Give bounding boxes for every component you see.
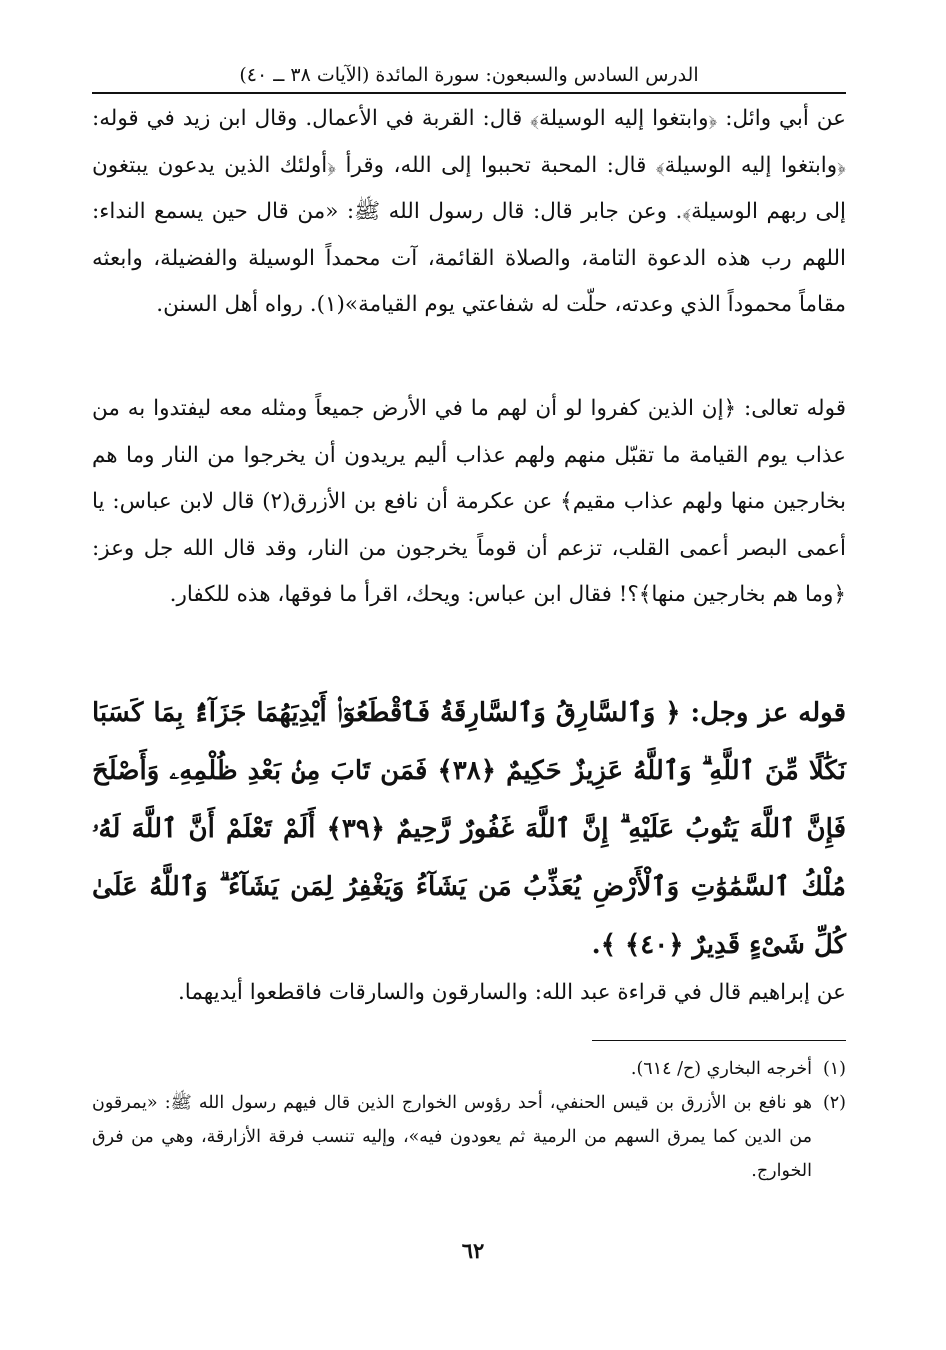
footnotes xyxy=(92,1052,846,1188)
paragraph-text: قوله تعالى: ﴿إن الذين كفروا لو أن لهم ما في الأرض جميعاً ومثله معه ليفتدوا به من عذاب يوم القيامة ما تقبّل منهم ولهم عذاب أليم يريدون أن يخرجوا من النار وما هم بخارجين منها ولهم عذاب مقيم﴾ عن عكرمة أن نافع بن الأزرق(٢) قال لابن عباس: يا أعمى البصر أعمى القلب، تزعم أن قوماً يخرجون من النار، وقد قال الله جل وعز: ﴿وما هم بخارجين منها﴾؟! فقال ابن عباس: ويحك، اقرأ ما فوقها، هذه للكفار. xyxy=(92,396,846,607)
footnote-text: أخرجه البخاري (ح/ ٦١٤). xyxy=(630,1059,812,1079)
paragraph-text: عن إبراهيم قال في قراءة عبد الله: والسارقون والسارقات فاقطعوا أيديهما. xyxy=(177,980,846,1005)
running-header: الدرس السادس والسبعون: سورة المائدة (الآيات ٣٨ ــ ٤٠) xyxy=(92,60,846,94)
paragraph-ikrimah xyxy=(92,386,846,619)
quran-verses-text: قوله عز وجل: ﴿ وَٱلسَّارِقُ وَٱلسَّارِقَةُ فَٱقْطَعُوٓا۟ أَيْدِيَهُمَا جَزَآءًۢ بِمَا كَسَبَا نَكَٰلًا مِّنَ ٱللَّهِ ۗ وَٱللَّهُ عَزِيزٌ حَكِيمٌ ﴿٣٨﴾ فَمَن تَابَ مِنۢ بَعْدِ ظُلْمِهِۦ وَأَصْلَحَ فَإِنَّ ٱللَّهَ يَتُوبُ عَلَيْهِ ۗ إِنَّ ٱللَّهَ غَفُورٌ رَّحِيمٌ ﴿٣٩﴾ أَلَمْ تَعْلَمْ أَنَّ ٱللَّهَ لَهُۥ مُلْكُ ٱلسَّمَٰوَٰتِ وَٱلْأَرْضِ يُعَذِّبُ مَن يَشَآءُ وَيَغْفِرُ لِمَن يَشَآءُ ۗ وَٱللَّهُ عَلَىٰ كُلِّ شَىْءٍ قَدِيرٌ ﴿٤٠﴾ ﴾. xyxy=(92,698,846,960)
paragraph-text: عن أبي وائل: ﴿وابتغوا إليه الوسيلة﴾ قال: القربة في الأعمال. وقال ابن زيد في قوله: ﴿وابتغوا إليه الوسيلة﴾ قال: المحبة تحببوا إلى الله، وقرأ ﴿أولئك الذين يدعون يبتغون إلى ربهم الوسيلة﴾. وعن جابر قال: قال رسول الله ﷺ: «من قال حين يسمع النداء: اللهم رب هذه الدعوة التامة، والصلاة القائمة، آت محمداً الوسيلة والفضيلة، وابعثه مقاماً محموداً الذي وعدته، حلّت له شفاعتي يوم القيامة»(١). رواه أهل السنن. xyxy=(92,106,846,317)
paragraph-abu-wail xyxy=(92,96,846,329)
footnote-number: (٢) xyxy=(822,1093,846,1113)
footnote-1 xyxy=(92,1052,846,1086)
footnote-divider xyxy=(592,1040,846,1041)
page-number: ٦٢ xyxy=(461,1238,485,1263)
paragraph-ibrahim xyxy=(92,970,846,1017)
footnote-text: هو نافع بن الأزرق بن قيس الحنفي، أحد رؤوس الخوارج الذين قال فيهم رسول الله ﷺ: «يمرقون من الدين كما يمرق السهم من الرمية ثم يعودون فيه»، وإليه تنسب فرقة الأزارقة، وهي من فرق الخوارج. xyxy=(92,1093,812,1181)
footnote-2 xyxy=(92,1086,846,1188)
quran-verses-block xyxy=(92,684,846,974)
footnote-number: (١) xyxy=(822,1059,846,1079)
